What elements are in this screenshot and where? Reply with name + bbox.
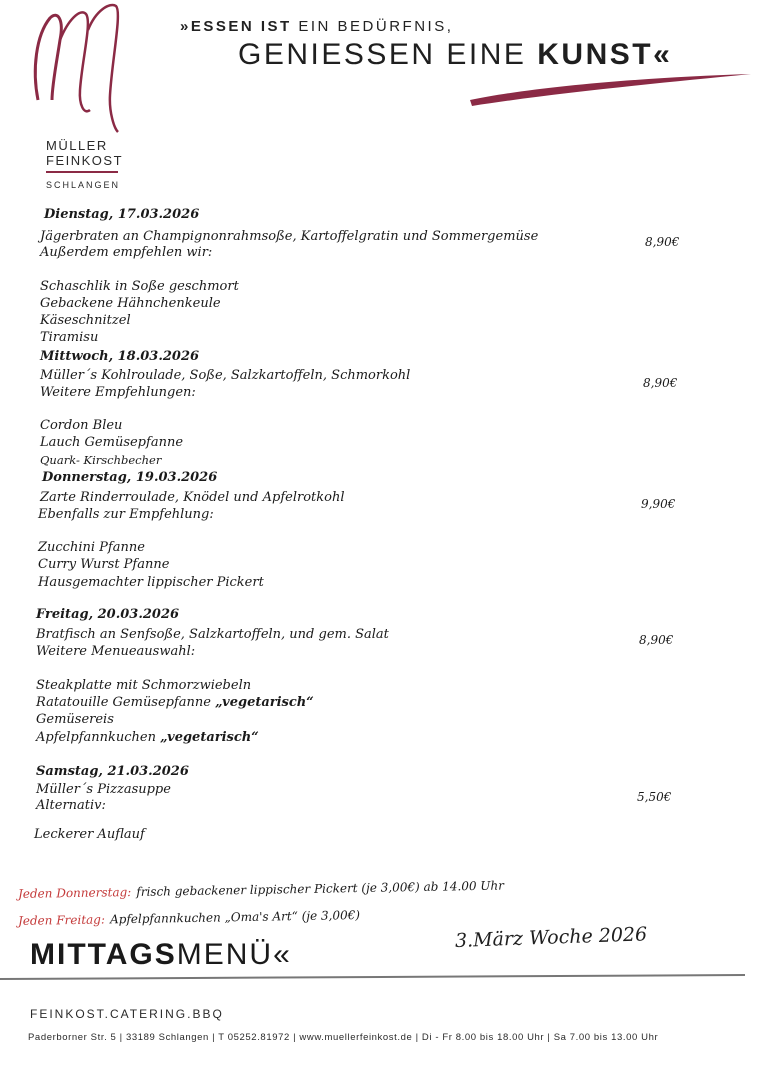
day-extra: Hausgemachter lippischer Pickert	[38, 575, 264, 590]
day-main-dish: Müller´s Pizzasuppe	[36, 782, 171, 797]
week-label: 3.März Woche 2026	[454, 923, 648, 952]
slogan-line2: GENIESSEN EINE KUNST«	[238, 38, 673, 71]
day-extra: Gemüsereis	[36, 712, 114, 727]
day-extra: Cordon Bleu	[40, 418, 123, 433]
day-price: 8,90€	[645, 235, 680, 249]
day-extra: Gebackene Hähnchenkeule	[40, 296, 221, 311]
day-extra-veg: Apfelpfannkuchen „vegetarisch“	[36, 730, 259, 745]
day-extra: Quark- Kirschbecher	[40, 453, 162, 467]
contact-line: Paderborner Str. 5 | 33189 Schlangen | T 05252.81972 | www.muellerfeinkost.de | Di - Fr 8.00 bis 18.00 Uhr | Sa 7.00 bis 13.00 Uhr	[28, 1032, 659, 1043]
weekly-thursday: Jeden Donnerstag: frisch gebackener lippischer Pickert (je 3,00€) ab 14.00 Uhr	[17, 878, 505, 901]
logo-name: MÜLLER	[46, 138, 108, 153]
logo-underline	[46, 171, 118, 173]
day-date: Dienstag, 17.03.2026	[44, 207, 200, 222]
day-price: 5,50€	[637, 790, 672, 804]
day-main-dish: Müller´s Kohlroulade, Soße, Salzkartoffeln, Schmorkohl	[40, 368, 411, 383]
day-date: Samstag, 21.03.2026	[36, 764, 189, 779]
day-extra: Lauch Gemüsepfanne	[40, 435, 184, 450]
day-date: Mittwoch, 18.03.2026	[40, 349, 200, 364]
services-line: FEINKOST.CATERING.BBQ	[30, 1007, 224, 1021]
day-extra: Zucchini Pfanne	[38, 540, 145, 555]
day-extra: Steakplatte mit Schmorzwiebeln	[36, 678, 252, 693]
day-date: Freitag, 20.03.2026	[36, 607, 180, 622]
day-price: 8,90€	[639, 633, 674, 647]
menu-heading: MITTAGSMENÜ«	[30, 938, 292, 971]
day-extra: Curry Wurst Pfanne	[38, 557, 170, 572]
day-extra: Käseschnitzel	[40, 313, 131, 328]
logo-subtitle: FEINKOST	[46, 153, 124, 168]
day-price: 8,90€	[643, 376, 678, 390]
slogan-swoosh	[468, 70, 753, 114]
logo-location: SCHLANGEN	[46, 180, 121, 190]
day-intro: Ebenfalls zur Empfehlung:	[38, 507, 214, 522]
day-main-dish: Zarte Rinderroulade, Knödel und Apfelrotkohl	[40, 490, 345, 505]
day-intro: Weitere Empfehlungen:	[40, 385, 196, 400]
logo-monogram	[30, 0, 130, 144]
day-extra-veg: Ratatouille Gemüsepfanne „vegetarisch“	[36, 695, 314, 710]
footer-rule	[0, 966, 757, 985]
day-main-dish: Bratfisch an Senfsoße, Salzkartoffeln, und gem. Salat	[36, 627, 389, 642]
day-intro: Alternativ:	[36, 798, 106, 813]
slogan-line1: »ESSEN IST EIN BEDÜRFNIS,	[180, 18, 454, 35]
day-extra: Leckerer Auflauf	[34, 827, 145, 842]
day-extra: Schaschlik in Soße geschmort	[40, 279, 239, 294]
day-extra: Tiramisu	[40, 330, 99, 345]
day-main-dish: Jägerbraten an Champignonrahmsoße, Kartoffelgratin und Sommergemüse	[40, 229, 539, 244]
day-price: 9,90€	[641, 497, 676, 511]
day-intro: Außerdem empfehlen wir:	[40, 245, 213, 260]
day-date: Donnerstag, 19.03.2026	[42, 470, 218, 485]
day-intro: Weitere Menueauswahl:	[36, 644, 196, 659]
logo-wordmark	[46, 138, 124, 190]
weekly-friday: Jeden Freitag: Apfelpfannkuchen „Oma's Art“ (je 3,00€)	[17, 908, 361, 928]
